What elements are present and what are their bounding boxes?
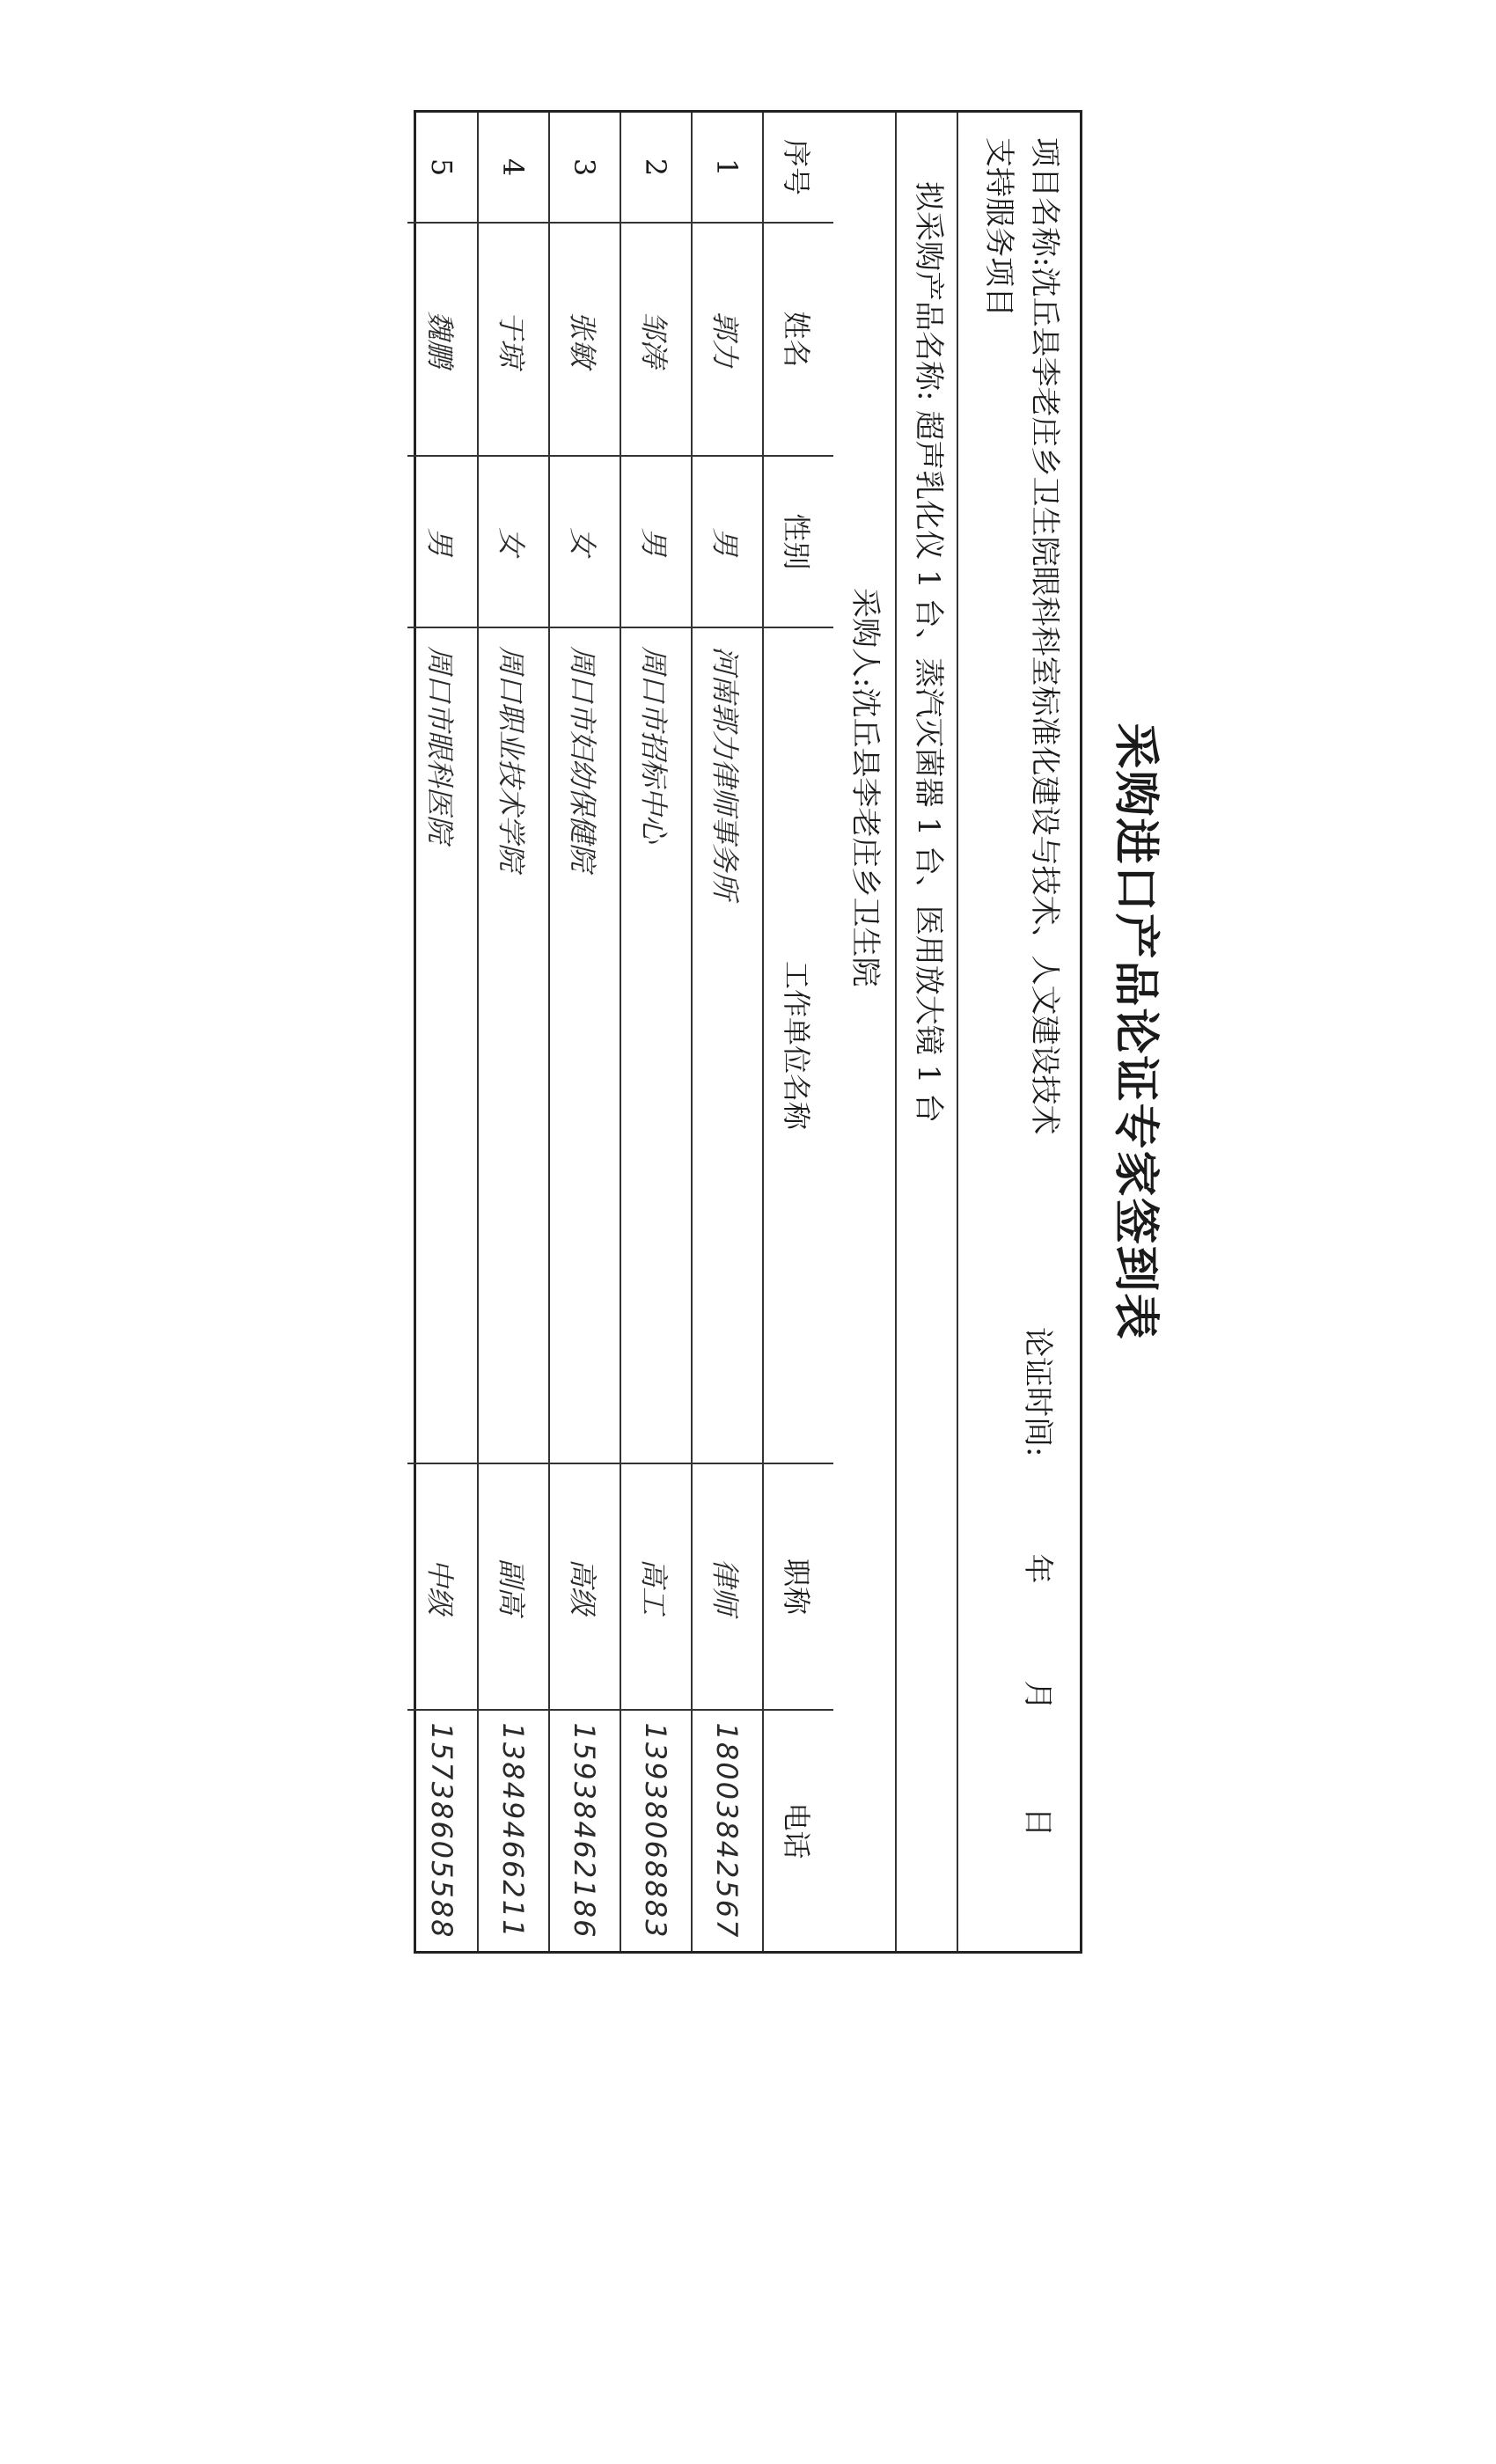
purchaser-label: 采购人:	[847, 588, 883, 688]
row-org: 河南郭力律师事务所	[692, 627, 763, 1463]
header-title: 职称	[763, 1463, 833, 1710]
row-title: 中级	[407, 1463, 478, 1710]
date-year: 年	[1020, 1553, 1055, 1584]
row-org: 周口市眼科医院	[407, 627, 478, 1463]
purchaser-row	[833, 113, 895, 1951]
date-month: 月	[1020, 1680, 1055, 1711]
purchaser-value: 沈丘县李老庄乡卫生院	[847, 687, 883, 987]
row-gender: 女	[549, 456, 620, 627]
table-row	[549, 113, 620, 1951]
row-no: 1	[692, 113, 763, 223]
header-org: 工作单位名称	[763, 627, 833, 1463]
row-gender: 男	[620, 456, 692, 627]
row-name: 邹涛	[620, 223, 692, 456]
row-no: 4	[478, 113, 549, 223]
sign-in-form	[414, 110, 1082, 1954]
header-phone: 电话	[763, 1710, 833, 1951]
row-name: 张敏	[549, 223, 620, 456]
row-org: 周口职业技术学院	[478, 627, 549, 1463]
header-no: 序号	[763, 113, 833, 223]
page-title: 采购进口产品论证专家签到表	[1109, 722, 1162, 1341]
row-phone: 15938462186	[549, 1710, 620, 1951]
row-title: 律师	[692, 1463, 763, 1710]
table-row	[407, 113, 478, 1951]
project-name: 沈丘县李老庄乡卫生院眼科科室标准化建设与技术、人文建设技术支持服务项目	[981, 137, 1062, 1135]
row-name: 郭力	[692, 223, 763, 456]
row-gender: 男	[692, 456, 763, 627]
row-gender: 男	[407, 456, 478, 627]
row-phone: 13849466211	[478, 1710, 549, 1951]
row-title: 高级	[549, 1463, 620, 1710]
project-row	[957, 113, 1080, 1951]
row-org: 周口市招标中心	[620, 627, 692, 1463]
row-no: 2	[620, 113, 692, 223]
sign-in-sheet	[414, 110, 1170, 1954]
table-row	[620, 113, 692, 1951]
header-gender: 性别	[763, 456, 833, 627]
project-label: 项目名称:	[1027, 137, 1062, 268]
row-gender: 女	[478, 456, 549, 627]
project-info	[976, 137, 1067, 1158]
row-name: 魏鹏	[407, 223, 478, 456]
table-row	[478, 113, 549, 1951]
row-title: 高工	[620, 1463, 692, 1710]
row-name: 于琼	[478, 223, 549, 456]
row-no: 5	[407, 113, 478, 223]
row-title: 副高	[478, 1463, 549, 1710]
header-name: 姓名	[763, 223, 833, 456]
row-phone: 15738605588	[407, 1710, 478, 1951]
products-value: 超声乳化仪 1 台、蒸汽灭菌器 1 台、医用放大镜 1 台	[911, 410, 946, 1124]
row-org: 周口市妇幼保健院	[549, 627, 620, 1463]
products-label: 拟采购产品名称:	[911, 181, 946, 401]
date-day: 日	[1020, 1807, 1055, 1837]
date-label: 论证时间:	[1020, 1327, 1055, 1457]
table-row	[692, 113, 763, 1951]
products-row	[895, 113, 957, 1951]
row-no: 3	[549, 113, 620, 223]
table-header-row	[763, 113, 833, 1951]
expert-table	[407, 113, 833, 1951]
row-phone: 13938068883	[620, 1710, 692, 1951]
row-phone: 18003842567	[692, 1710, 763, 1951]
review-date	[1015, 1327, 1060, 1925]
